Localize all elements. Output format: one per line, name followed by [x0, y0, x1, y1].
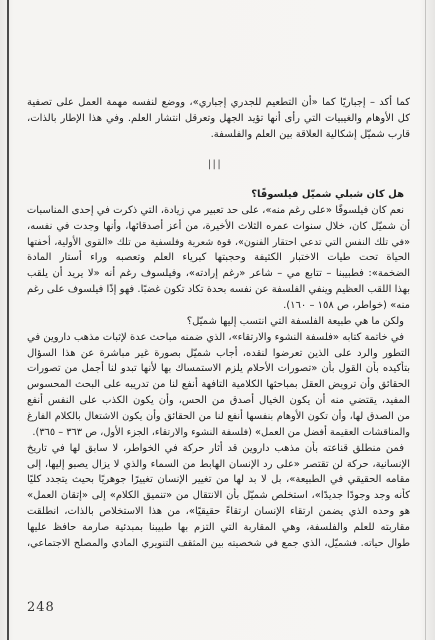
page-edge-right	[425, 0, 426, 640]
section-body	[27, 203, 410, 552]
text-line: الحياة تحت طيات الاختبار الكثيفة وحجبتها كبرياء العلم وتعصبه وراء أستار المادة	[27, 252, 410, 264]
text-line: ولكن ما هي طبيعة الفلسفة التي انتسب إليها شميّل؟	[186, 315, 404, 327]
section-heading: هل كان شبلي شميّل فيلسوفًا؟	[251, 189, 404, 200]
text-line: المفيد، يقتضي منه أن يكون الخيال أصدق من الحس، وأن يكون الكذب على النفس أنفع	[27, 395, 410, 407]
text-line: من الصدق لها، وأن تكون الأوهام بنفسها أنفع لنا من الحقائق وأن يكون الاشتغال بالكلام الفارغ	[27, 411, 410, 423]
text-line: الضخمة»: فطبيبنا – تتابع مي – شاعر «رغم إرادته»، وفيلسوف رغم أنه «لا يريد أن يلقب	[27, 268, 410, 280]
text-line: طوال حياته. فشميّل، الذي جمع في شخصيته بين المثقف التنويري المادي والمصلح الاجتماعي،	[27, 537, 410, 549]
text-line: أن شميّل كان، خلال سنوات عمره الثلاث الأخيرة، من أعز أصدقائها، وأنها وجدت في نفسه،	[27, 220, 410, 232]
paragraph	[27, 203, 410, 314]
text-line: مقامه الحقيقي في الطبيعة»، بل لا بد لها من تغيير الإنسان تغييرًا جوهريًا بحيث يتجدد كليًا	[27, 474, 410, 486]
text-line: قارب شميّل إشكالية العلاقة بين العلم والفلسفة.	[210, 129, 410, 140]
paragraph	[27, 330, 410, 441]
section	[27, 187, 410, 552]
text-line: منه» (خواطر، ص ١٥٨ – ١٦٠).	[283, 300, 410, 312]
text-line: مقاربته للعلم والفلسفة، وهي المقاربة التي التزم بها طبيبنا بمبدئية صارمة حافظ عليها	[27, 522, 410, 534]
text-line: والمناقشات العقيمة أفضل من العمل» (فلسفة النشوء والارتقاء، الجزء الأول، ص ٣٦٣ – ٣٦٥).	[32, 426, 410, 438]
text-line: التطور والرد على الذين تعرضوا لنقده، أجاب شميّل بصورة غير مباشرة عن هذا السؤال	[27, 347, 410, 359]
paragraph	[27, 314, 410, 330]
text-line: بتأكيده بأن القول بأن «تصورات الأحلام يلزم الاستمساك بها لأنها تبدو لنا أجمل من تصورات	[27, 363, 410, 375]
text-line: فمن منطلق قناعته بأن مذهب داروين قد أثار حركة في الخواطر، لا سابق لها في تاريخ	[27, 442, 404, 454]
text-line: «في تلك النفس التي تدعي احتقار الفنون»، قوة شعرية وفلسفية من تلك «القوى الأولية، أخفتها	[27, 236, 410, 248]
page-edge-left	[7, 0, 9, 640]
text-line: في خاتمة كتابه «فلسفة النشوء والارتقاء»، الذي ضمنه مباحث عدة لإثبات مذهب داروين في	[27, 331, 404, 343]
text-line: هو وحده الذي يضمن ارتقاء الإنسان ارتقاءً حقيقيًا»، من هذا الاستخلاص بالذات، انطلقت	[27, 506, 410, 518]
top-paragraph	[27, 95, 410, 143]
section-separator: |||	[207, 159, 223, 170]
text-line: بهذا اللقب العظيم وينفي الفلسفة عن نفسه بحدة تكاد تكون غضبًا. فهو إذًا فيلسوف على رغم	[27, 284, 410, 296]
paragraph	[27, 441, 410, 552]
text-line: نعم كان فيلسوفًا «على رغم منه»، على حد تعبير مي زيادة، التي ذكرت في إحدى المناسبات	[27, 204, 404, 216]
text-line: الحقائق وأن ترويض العقل بمباحثها الكلامية التافهة أنفع لنا من تدريبه على البحث المحسوس	[27, 379, 410, 391]
text-line: الإنسانية، حركة لن تقتصر «على رد الإنسان الهابط من السماء والذي لا يزال يصبو إليها، إلى	[27, 458, 410, 470]
text-line: كل الأوهام والغيبيات التي رأى أنها تؤيد الجهل وتعرقل انتشار العلم. وفي هذا الإطار بالذات،	[27, 113, 410, 124]
text-line: كأنه وجد وجودًا جديدًا»، استخلص شميّل بأن الانتقال من «تنميق الكلام» إلى «إتقان العمل»	[27, 490, 410, 502]
page-number: 248	[27, 600, 55, 615]
text-line: كما أكد – إجباريًا كما «أن التطعيم للجدري إجباري»، ووضع لنفسه مهمة العمل على تصفية	[27, 97, 410, 108]
